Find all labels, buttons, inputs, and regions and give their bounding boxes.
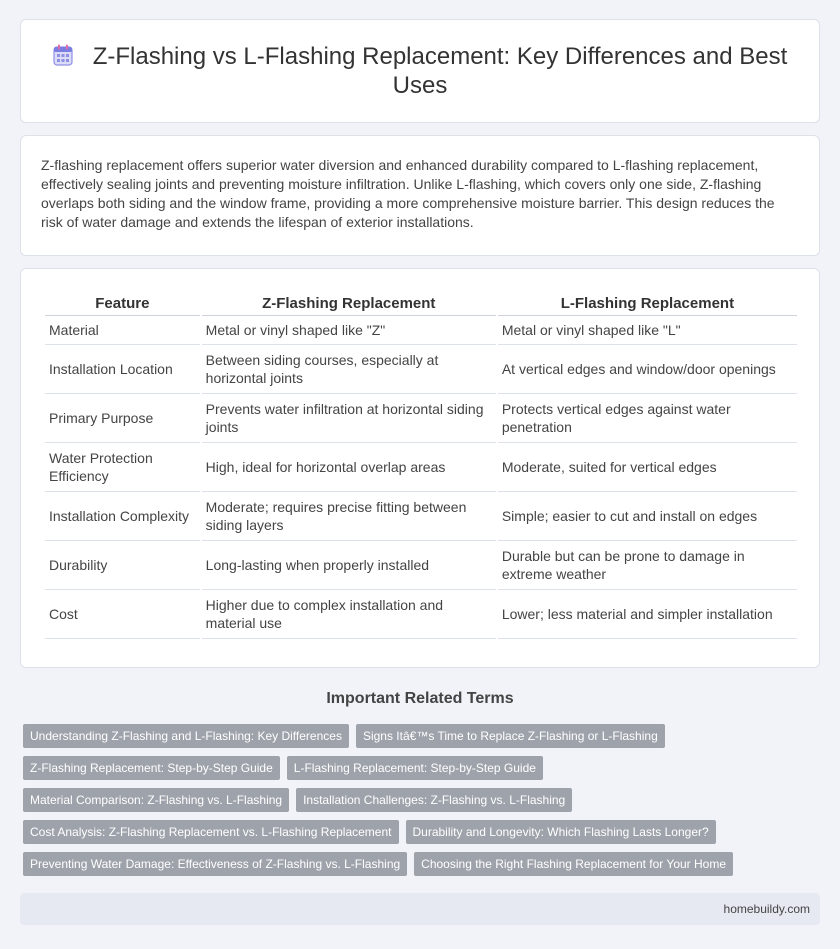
l-flashing-cell: Simple; easier to cut and install on edges <box>498 492 797 541</box>
table-row <box>45 394 797 443</box>
l-flashing-cell: At vertical edges and window/door openings <box>498 345 797 394</box>
z-flashing-cell: Higher due to complex installation and material use <box>202 590 496 639</box>
footer <box>20 893 820 925</box>
related-term-tag[interactable]: Cost Analysis: Z-Flashing Replacement vs. L-Flashing Replacement <box>23 820 399 844</box>
related-term-tag[interactable]: Durability and Longevity: Which Flashing Lasts Longer? <box>406 820 716 844</box>
page-title-text: Z-Flashing vs L-Flashing Replacement: Key Differences and Best Uses <box>92 43 788 99</box>
related-term-tag[interactable]: Understanding Z-Flashing and L-Flashing: Key Differences <box>23 724 349 748</box>
feature-cell: Cost <box>45 590 200 639</box>
table-header-row <box>45 290 797 316</box>
feature-cell: Material <box>45 316 200 345</box>
title-wrap <box>51 42 789 100</box>
footer-site-link[interactable]: homebuildy.com <box>723 902 810 916</box>
z-flashing-cell: Moderate; requires precise fitting between siding layers <box>202 492 496 541</box>
related-term-tag[interactable]: Preventing Water Damage: Effectiveness of Z-Flashing vs. L-Flashing <box>23 852 407 876</box>
column-header-feature: Feature <box>45 290 200 316</box>
related-terms-title: Important Related Terms <box>326 690 514 707</box>
table-row <box>45 345 797 394</box>
column-header-l-flashing: L-Flashing Replacement <box>498 290 797 316</box>
table-row <box>45 316 797 345</box>
table-row <box>45 541 797 590</box>
related-term-tag[interactable]: Signs Itâ€™s Time to Replace Z-Flashing or L-Flashing <box>356 724 665 748</box>
related-term-tag[interactable]: Z-Flashing Replacement: Step-by-Step Guide <box>23 756 280 780</box>
z-flashing-cell: Between siding courses, especially at horizontal joints <box>202 345 496 394</box>
l-flashing-cell: Durable but can be prone to damage in extreme weather <box>498 541 797 590</box>
column-header-z-flashing: Z-Flashing Replacement <box>202 290 496 316</box>
l-flashing-cell: Metal or vinyl shaped like "L" <box>498 316 797 345</box>
comparison-table <box>43 290 799 639</box>
intro-card <box>20 135 820 256</box>
comparison-table-card <box>20 268 820 668</box>
z-flashing-cell: Metal or vinyl shaped like "Z" <box>202 316 496 345</box>
feature-cell: Durability <box>45 541 200 590</box>
table-row <box>45 492 797 541</box>
z-flashing-cell: Prevents water infiltration at horizontal siding joints <box>202 394 496 443</box>
related-term-tag[interactable]: L-Flashing Replacement: Step-by-Step Guide <box>287 756 543 780</box>
related-terms-list <box>23 724 823 884</box>
page-title <box>51 42 789 100</box>
intro-paragraph: Z-flashing replacement offers superior water diversion and enhanced durability compared to L-flashing replacement, effectively sealing joints and preventing moisture infiltration. Unlike L-flashing, which covers only one side, Z-flashing overlaps both siding and the window frame, providing a more comprehensive moisture barrier. This design reduces the risk of water damage and extends the lifespan of exterior installations. <box>41 157 775 230</box>
related-term-tag[interactable]: Material Comparison: Z-Flashing vs. L-Flashing <box>23 788 289 812</box>
calendar-icon <box>53 44 73 66</box>
l-flashing-cell: Protects vertical edges against water penetration <box>498 394 797 443</box>
table-row <box>45 443 797 492</box>
feature-cell: Water Protection Efficiency <box>45 443 200 492</box>
related-term-tag[interactable]: Installation Challenges: Z-Flashing vs. L-Flashing <box>296 788 572 812</box>
l-flashing-cell: Lower; less material and simpler installation <box>498 590 797 639</box>
related-term-tag[interactable]: Choosing the Right Flashing Replacement for Your Home <box>414 852 733 876</box>
table-row <box>45 590 797 639</box>
l-flashing-cell: Moderate, suited for vertical edges <box>498 443 797 492</box>
feature-cell: Installation Complexity <box>45 492 200 541</box>
z-flashing-cell: High, ideal for horizontal overlap areas <box>202 443 496 492</box>
feature-cell: Installation Location <box>45 345 200 394</box>
title-card <box>20 19 820 123</box>
z-flashing-cell: Long-lasting when properly installed <box>202 541 496 590</box>
feature-cell: Primary Purpose <box>45 394 200 443</box>
